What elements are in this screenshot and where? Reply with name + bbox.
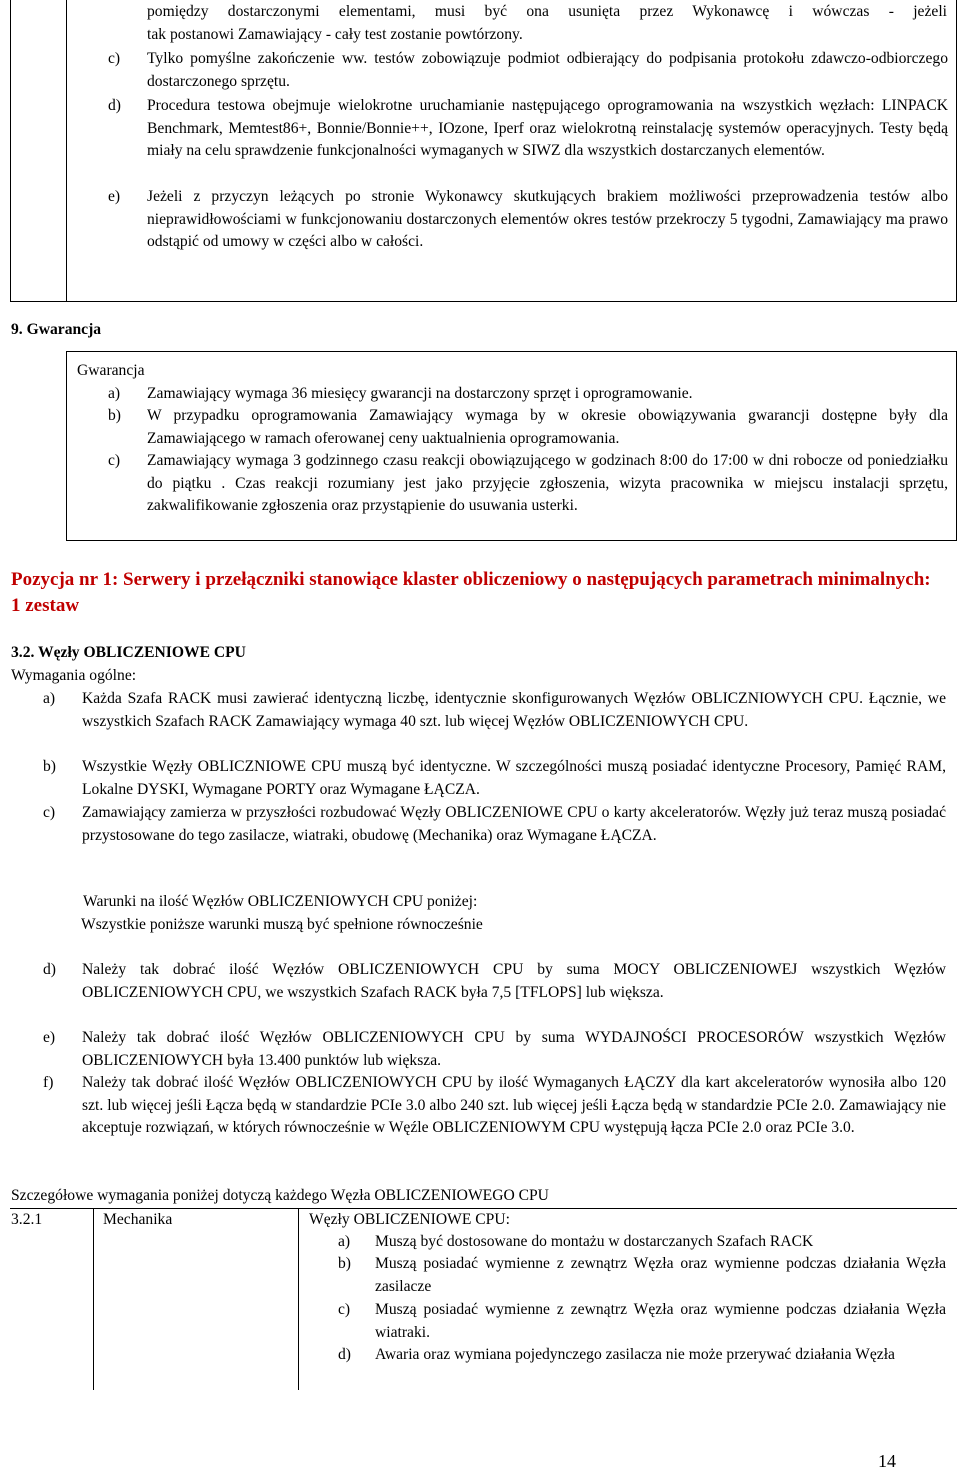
item-text: Muszą posiadać wymienne z zewnątrz Węzła oraz wymienne podczas działania Węzła wiatraki. bbox=[375, 1301, 946, 1341]
item-label: a) bbox=[43, 690, 56, 707]
item-text: Awaria oraz wymiana pojedynczego zasilacza nie może przerywać działania Węzła bbox=[375, 1346, 895, 1363]
item-text: Tylko pomyślne zakończenie ww. testów zobowiązuje podmiot odbierający do podpisania protokołu zdawczo-odbiorczego dostarczonego sprzętu. bbox=[147, 50, 948, 90]
item-label: c) bbox=[43, 804, 56, 821]
item-text: Należy tak dobrać ilość Węzłów OBLICZENIOWYCH CPU by ilość Wymaganych ŁĄCZY dla kart akceleratorów wynosiła albo 120 szt. lub więcej jeśli Łącza będą w standardzie PCIe 3.0 albo 240 szt. lub więcej jeśli Łącza będą w standardzie PCIe 2.0. Zamawiający nie akceptuje rozwiązań, w których równocześnie w Węźle OBLICZENIOWYM CPU występują łącza PCIe 2.0 oraz PCIe 3.0. bbox=[82, 1074, 946, 1136]
item-text: W przypadku oprogramowania Zamawiający wymaga by w okresie obowiązywania gwarancji dostępne były dla Zamawiającego w ramach oferowanej ceny uaktualnienia oprogramowania. bbox=[147, 407, 948, 447]
test-item-c bbox=[108, 48, 948, 93]
table-border-mid bbox=[66, 0, 67, 302]
item-label: c) bbox=[108, 452, 121, 469]
item-text: Należy tak dobrać ilość Węzłów OBLICZENIOWYCH CPU by suma MOCY OBLICZENIOWEJ wszystkich Węzłów OBLICZENIOWYCH CPU, we wszystkich Szafach RACK była 7,5 [TFLOPS] lub większa. bbox=[82, 961, 946, 1001]
requirement-e bbox=[43, 1027, 946, 1072]
table-border-bottom bbox=[10, 301, 957, 302]
item-text: Wszystkie Węzły OBLICZNIOWE CPU muszą być identyczne. W szczególności muszą posiadać identyczne Procesory, Pamięć RAM, Lokalne DYSKI, Wymagane PORTY oraz Wymagane ŁĄCZA. bbox=[82, 758, 946, 798]
guarantee-heading: 9. Gwarancja bbox=[11, 321, 102, 338]
item-label: e) bbox=[108, 188, 121, 205]
test-item-d bbox=[108, 95, 948, 163]
table-border-right bbox=[956, 0, 957, 302]
item-label: c) bbox=[338, 1301, 351, 1318]
item-label: b) bbox=[338, 1255, 351, 1272]
guarantee-border-left bbox=[66, 351, 67, 541]
general-requirements-label: Wymagania ogólne: bbox=[11, 667, 137, 684]
item-label: d) bbox=[108, 97, 121, 114]
spec-item-a bbox=[338, 1231, 946, 1254]
spec-title: Węzły OBLICZENIOWE CPU: bbox=[309, 1211, 510, 1228]
continuation-line-1: pomiędzy dostarczonymi elementami, musi być ona usunięta przez Wykonawcę i wówczas - jeżeli bbox=[147, 3, 947, 20]
guarantee-border-right bbox=[956, 351, 957, 541]
spec-number: 3.2.1 bbox=[11, 1211, 43, 1228]
requirement-a bbox=[43, 688, 946, 733]
item-text: Każda Szafa RACK musi zawierać identyczną liczbę, identycznie skonfigurowanych Węzłów OBLICZNIOWYCH CPU. Łącznie, we wszystkich Szafach RACK Zamawiający wymaga 40 szt. lub więcej Węzłów OBLICZENIOWYCH CPU. bbox=[82, 690, 946, 730]
spec-item-b bbox=[338, 1253, 946, 1298]
guarantee-item-a bbox=[108, 383, 948, 406]
spec-table-divider-2 bbox=[298, 1208, 299, 1390]
item-text: Zamawiający zamierza w przyszłości rozbudować Węzły OBLICZENIOWE CPU o karty akceleratorów. Węzły już teraz muszą posiadać przystosowane do tego zasilacze, wiatraki, obudowę (Mechanika) oraz Wymagane ŁĄCZA. bbox=[82, 804, 946, 844]
guarantee-item-b bbox=[108, 405, 948, 450]
item-label: d) bbox=[43, 961, 56, 978]
item-label: e) bbox=[43, 1029, 56, 1046]
requirement-b bbox=[43, 756, 946, 801]
guarantee-border-top bbox=[66, 351, 957, 352]
item-text: Zamawiający wymaga 3 godzinnego czasu reakcji obowiązującego w godzinach 8:00 do 17:00 w dni robocze od poniedziałku do piątku . Czas reakcji rozumiany jest jako przyjęcie zgłoszenia, wizyta pracownika w miejscu instalacji sprzętu, zakwalifikowanie zgłoszenia oraz przystąpienie do usuwania usterki. bbox=[147, 452, 948, 514]
detailed-requirements-label: Szczegółowe wymagania poniżej dotyczą każdego Węzła OBLICZENIOWEGO CPU bbox=[11, 1187, 549, 1204]
item-text: Muszą posiadać wymienne z zewnątrz Węzła oraz wymienne podczas działania Węzła zasilacze bbox=[375, 1255, 946, 1295]
item-text: Jeżeli z przyczyn leżących po stronie Wykonawcy skutkujących brakiem możliwości przeprowadzenia testów albo nieprawidłowościami w funkcjonowaniu dostarczonych elementów okres testów przekroczy 5 tygodni, Zamawiający ma prawo odstąpić od umowy w części albo w całości. bbox=[147, 188, 948, 250]
item-label: a) bbox=[338, 1233, 351, 1250]
item-text: Zamawiający wymaga 36 miesięcy gwarancji na dostarczony sprzęt i oprogramowanie. bbox=[147, 385, 693, 402]
requirement-d bbox=[43, 959, 946, 1004]
item-label: b) bbox=[43, 758, 56, 775]
guarantee-border-bottom bbox=[66, 540, 957, 541]
continuation-text bbox=[147, 1, 947, 46]
item-label: b) bbox=[108, 407, 121, 424]
item-label: a) bbox=[108, 385, 121, 402]
spec-item-d bbox=[338, 1344, 946, 1367]
item-text: Należy tak dobrać ilość Węzłów OBLICZENIOWYCH CPU by suma WYDAJNOŚCI PROCESORÓW wszystkich Węzłów OBLICZENIOWYCH była 13.400 punktów lub większa. bbox=[82, 1029, 946, 1069]
conditions-line-2: Wszystkie poniższe warunki muszą być spełnione równocześnie bbox=[81, 916, 483, 933]
item-label: d) bbox=[338, 1346, 351, 1363]
requirement-c bbox=[43, 802, 946, 847]
page-number: 14 bbox=[878, 1451, 896, 1471]
section-heading: 3.2. Węzły OBLICZENIOWE CPU bbox=[11, 644, 246, 661]
spec-item-c bbox=[338, 1299, 946, 1344]
spec-name: Mechanika bbox=[103, 1211, 173, 1228]
guarantee-item-c bbox=[108, 450, 948, 518]
item-text: Procedura testowa obejmuje wielokrotne uruchamianie następującego oprogramowania na wszystkich węzłach: LINPACK Benchmark, Memtest86+, Bonnie/Bonnie++, IOzone, Iperf oraz wielokrotną reinstalację systemów operacyjnych. Testy będą miały na celu sprawdzenie funkcjonalności wymaganych w SIWZ dla wszystkich dostarczanych elementów. bbox=[147, 97, 948, 159]
spec-table-divider-1 bbox=[93, 1208, 94, 1390]
item-label: c) bbox=[108, 50, 121, 67]
item-text: Muszą być dostosowane do montażu w dostarczanych Szafach RACK bbox=[375, 1233, 814, 1250]
table-border-left bbox=[10, 0, 11, 302]
item-label: f) bbox=[43, 1074, 54, 1091]
test-item-e bbox=[108, 186, 948, 254]
requirement-f bbox=[43, 1072, 946, 1140]
conditions-line-1: Warunki na ilość Węzłów OBLICZENIOWYCH CPU poniżej: bbox=[83, 893, 478, 910]
guarantee-title: Gwarancja bbox=[77, 362, 145, 379]
continuation-line-2: tak postanowi Zamawiający - cały test zostanie powtórzony. bbox=[147, 25, 523, 43]
position-title: Pozycja nr 1: Serwery i przełączniki stanowiące klaster obliczeniowy o następujących parametrach minimalnych: 1 zestaw bbox=[11, 569, 931, 616]
